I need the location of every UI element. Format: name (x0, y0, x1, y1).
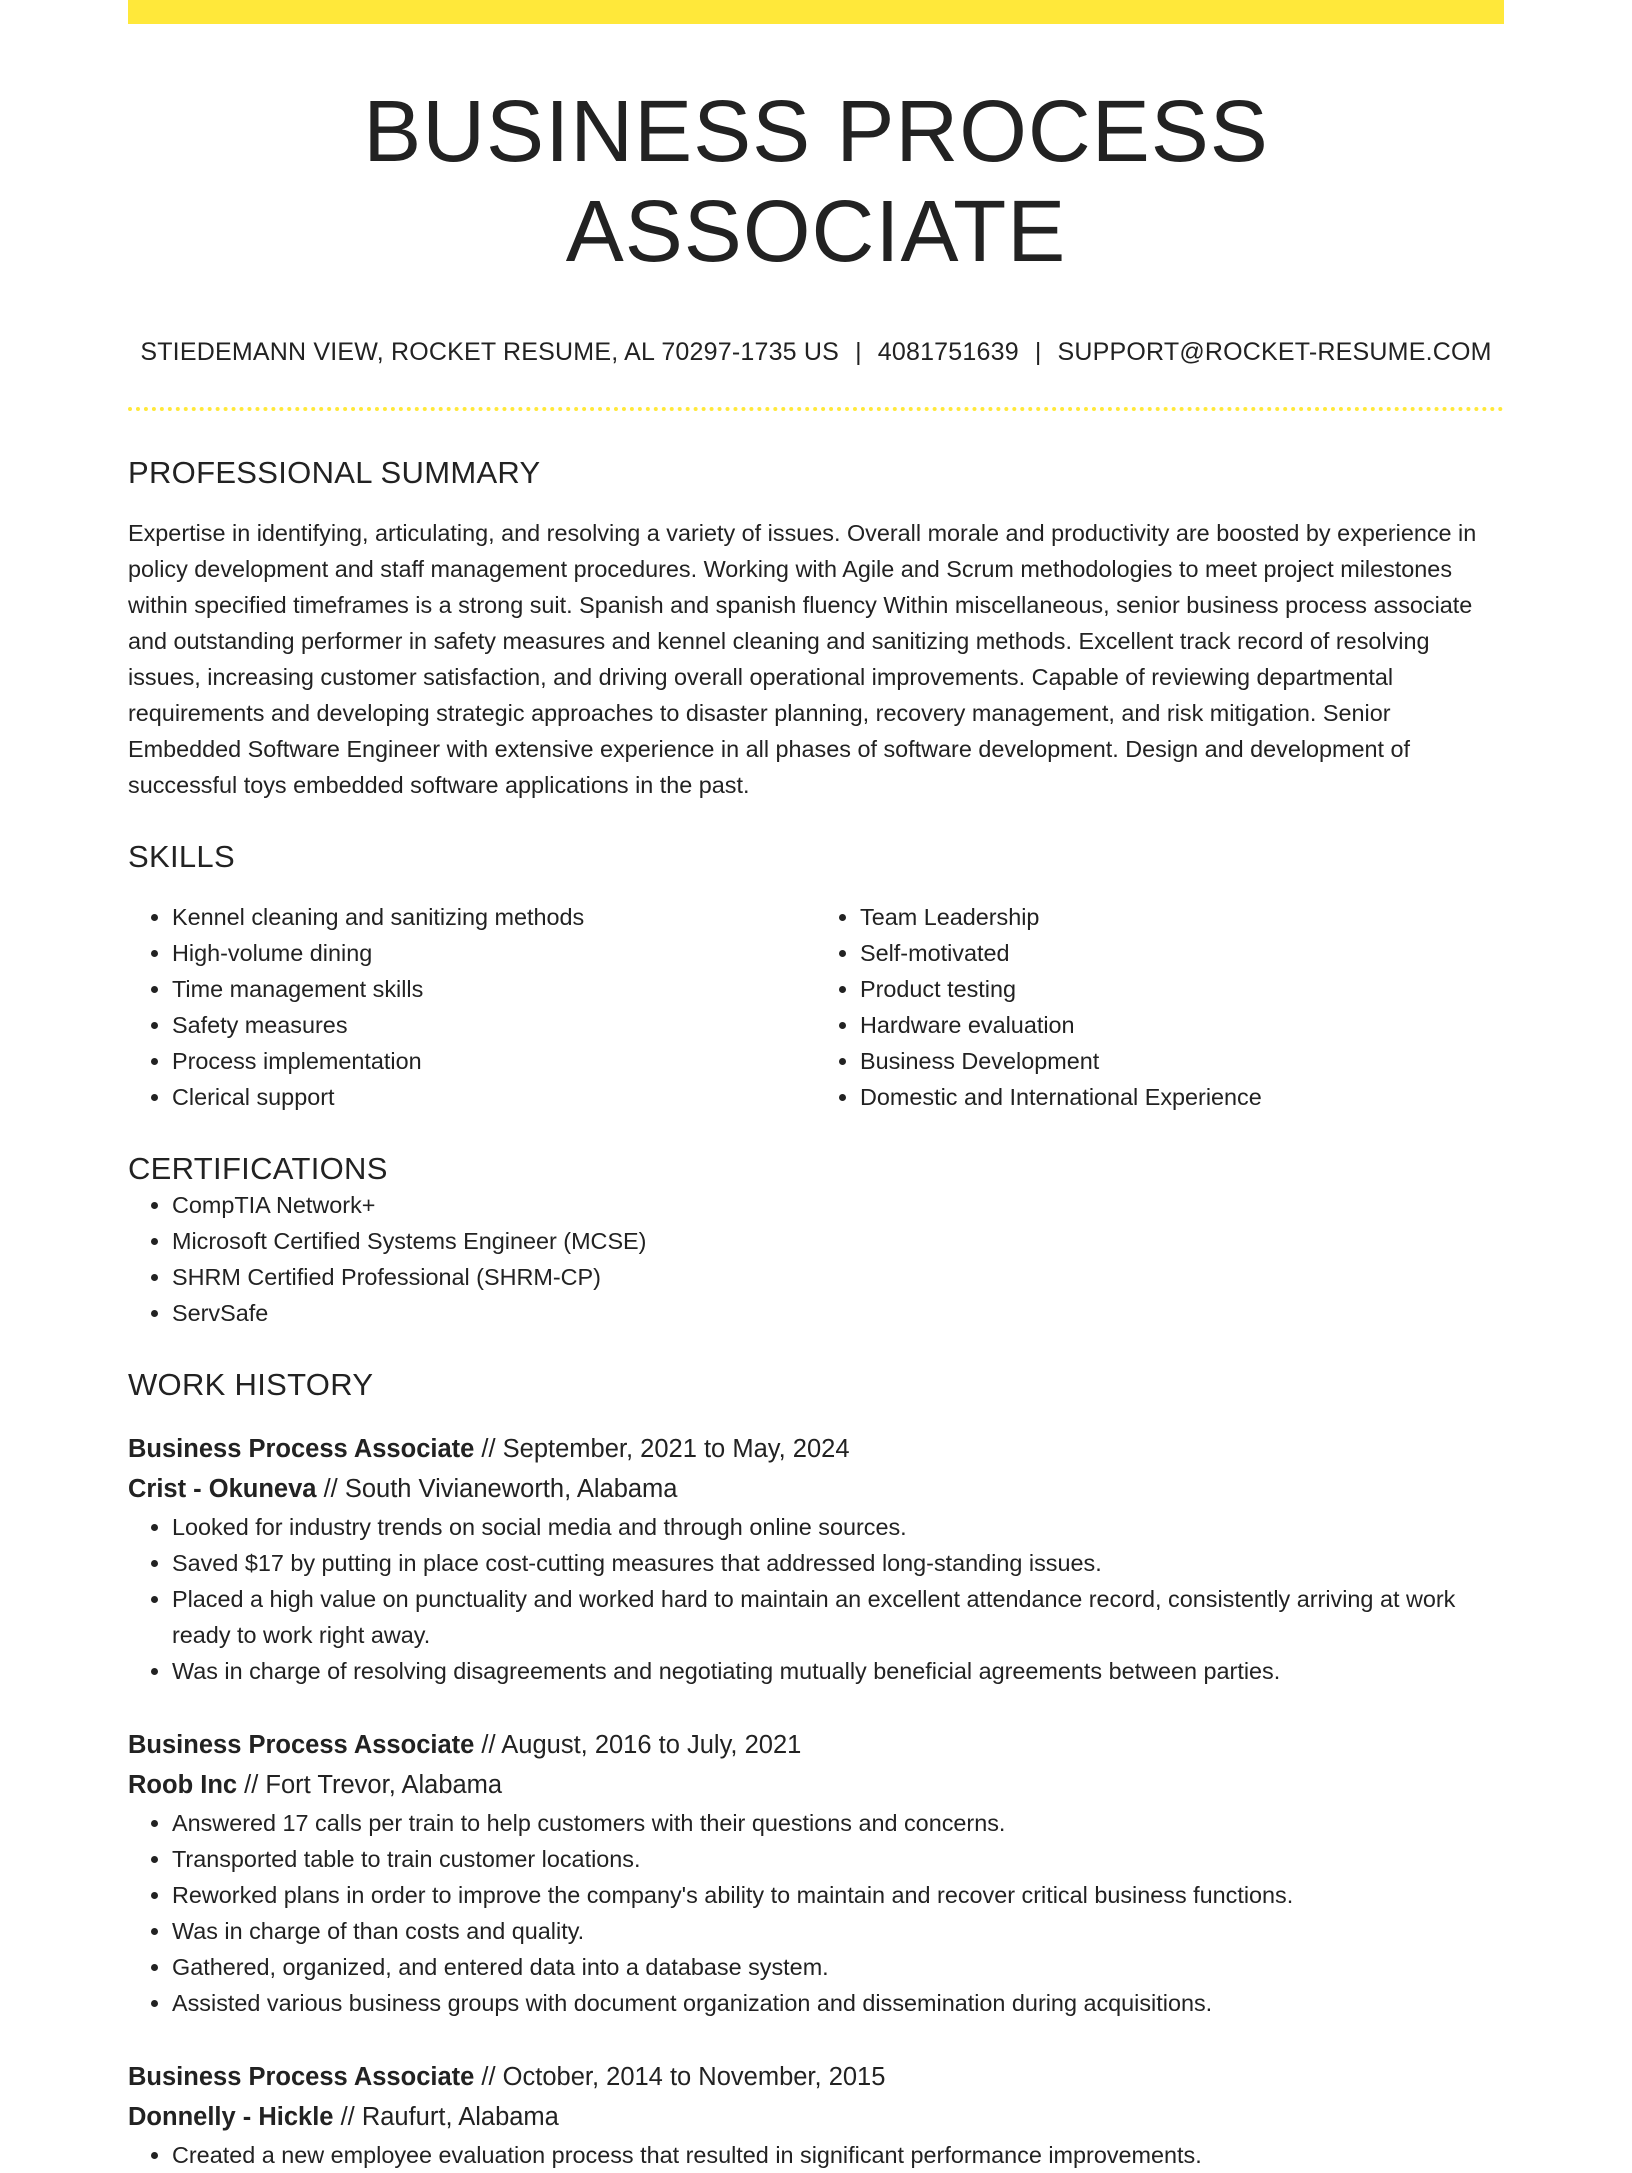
accent-top-bar (128, 0, 1504, 24)
job-bullet: • Was in charge of resolving disagreements and negotiating mutually beneficial agreements between parties. (172, 1653, 1504, 1689)
job-dates: // October, 2014 to November, 2015 (474, 2063, 886, 2092)
skill-item: • Process implementation (172, 1043, 816, 1079)
contact-line (128, 338, 1504, 367)
job-company-line (128, 1765, 1504, 1805)
skill-item: • Product testing (860, 971, 1504, 1007)
resume-name: BUSINESS PROCESS ASSOCIATE (363, 83, 1269, 281)
skill-item: • Time management skills (172, 971, 816, 1007)
job-bullet: • Saved $17 by putting in place cost-cutting measures that addressed long-standing issues. (172, 1545, 1504, 1581)
skills-heading: SKILLS (128, 839, 235, 875)
resume-page (128, 0, 1504, 2173)
summary-heading: PROFESSIONAL SUMMARY (128, 455, 541, 491)
contact-address: STIEDEMANN VIEW, ROCKET RESUME, AL 70297-1735 US (140, 338, 840, 367)
job-company-line (128, 1469, 1504, 1509)
skill-item: • Safety measures (172, 1007, 816, 1043)
job-company: Roob Inc (128, 1771, 238, 1800)
certification-item: • ServSafe (172, 1295, 1504, 1331)
skills-list-right (816, 899, 1504, 1115)
skills-columns (128, 899, 1504, 1115)
skill-item: • Clerical support (172, 1079, 816, 1115)
skill-item: • Kennel cleaning and sanitizing methods (172, 899, 816, 935)
job-bullet: • Answered 17 calls per train to help customers with their questions and concerns. (172, 1805, 1504, 1841)
job-bullet: • Looked for industry trends on social media and through online sources. (172, 1509, 1504, 1545)
skill-item: • Business Development (860, 1043, 1504, 1079)
job-bullet: • Gathered, organized, and entered data into a database system. (172, 1949, 1504, 1985)
job-company: Crist - Okuneva (128, 1475, 317, 1504)
job-dates: // August, 2016 to July, 2021 (474, 1731, 802, 1760)
job-bullets (128, 1805, 1504, 2021)
job-location: // South Vivianeworth, Alabama (316, 1475, 678, 1504)
job-bullet: • Reworked plans in order to improve the company's ability to maintain and recover critical business functions. (172, 1877, 1504, 1913)
job-bullet: • Created a new employee evaluation process that resulted in significant performance improvements. (172, 2137, 1504, 2173)
contact-phone: 4081751639 (877, 338, 1019, 367)
contact-email: SUPPORT@ROCKET-RESUME.COM (1057, 338, 1492, 367)
certification-item: • SHRM Certified Professional (SHRM-CP) (172, 1259, 1504, 1295)
job-title-line (128, 1725, 1504, 1765)
certifications-heading: CERTIFICATIONS (128, 1151, 388, 1187)
skill-item: • Domestic and International Experience (860, 1079, 1504, 1115)
job-location: // Raufurt, Alabama (333, 2103, 559, 2132)
job-dates: // September, 2021 to May, 2024 (474, 1435, 850, 1464)
job-location: // Fort Trevor, Alabama (237, 1771, 503, 1800)
skill-item: • Self-motivated (860, 935, 1504, 971)
skill-item: • Hardware evaluation (860, 1007, 1504, 1043)
job-entry (128, 1429, 1504, 1689)
job-title-line (128, 1429, 1504, 1469)
job-title: Business Process Associate (128, 1435, 475, 1464)
job-bullet: • Was in charge of than costs and quality. (172, 1913, 1504, 1949)
job-bullets (128, 2137, 1504, 2173)
contact-separator: | (855, 338, 862, 367)
job-bullets (128, 1509, 1504, 1689)
job-title: Business Process Associate (128, 2063, 475, 2092)
work-history-heading: WORK HISTORY (128, 1367, 374, 1403)
certification-item: • CompTIA Network+ (172, 1187, 1504, 1223)
summary-text: Expertise in identifying, articulating, and resolving a variety of issues. Overall morale and productivity are boosted by experience in policy development and staff management procedures. Working with Agile and Scrum methodologies to meet project milestones within specified timeframes is a strong suit. Spanish and spanish fluency Within miscellaneous, senior business process associate and outstanding performer in safety measures and kennel cleaning and sanitizing methods. Excellent track record of resolving issues, increasing customer satisfaction, and driving overall operational improvements. Capable of reviewing departmental requirements and developing strategic approaches to disaster planning, recovery management, and risk mitigation. Senior Embedded Software Engineer with extensive experience in all phases of software development. Design and development of successful toys embedded software applications in the past. (128, 520, 1477, 799)
skill-item: • Team Leadership (860, 899, 1504, 935)
job-bullet: • Transported table to train customer locations. (172, 1841, 1504, 1877)
job-bullet: • Placed a high value on punctuality and worked hard to maintain an excellent attendance record, consistently arriving at work ready to work right away. (172, 1581, 1504, 1653)
certifications-list (128, 1187, 1504, 1331)
job-title: Business Process Associate (128, 1731, 475, 1760)
skills-list-left (128, 899, 816, 1115)
job-entry (128, 1725, 1504, 2021)
job-company: Donnelly - Hickle (128, 2103, 334, 2132)
job-title-line (128, 2057, 1504, 2097)
job-entry (128, 2057, 1504, 2173)
job-bullet: • Assisted various business groups with document organization and dissemination during acquisitions. (172, 1985, 1504, 2021)
dotted-divider (128, 407, 1504, 411)
skill-item: • High-volume dining (172, 935, 816, 971)
contact-separator: | (1034, 338, 1042, 367)
certification-item: • Microsoft Certified Systems Engineer (MCSE) (172, 1223, 1504, 1259)
job-company-line (128, 2097, 1504, 2137)
